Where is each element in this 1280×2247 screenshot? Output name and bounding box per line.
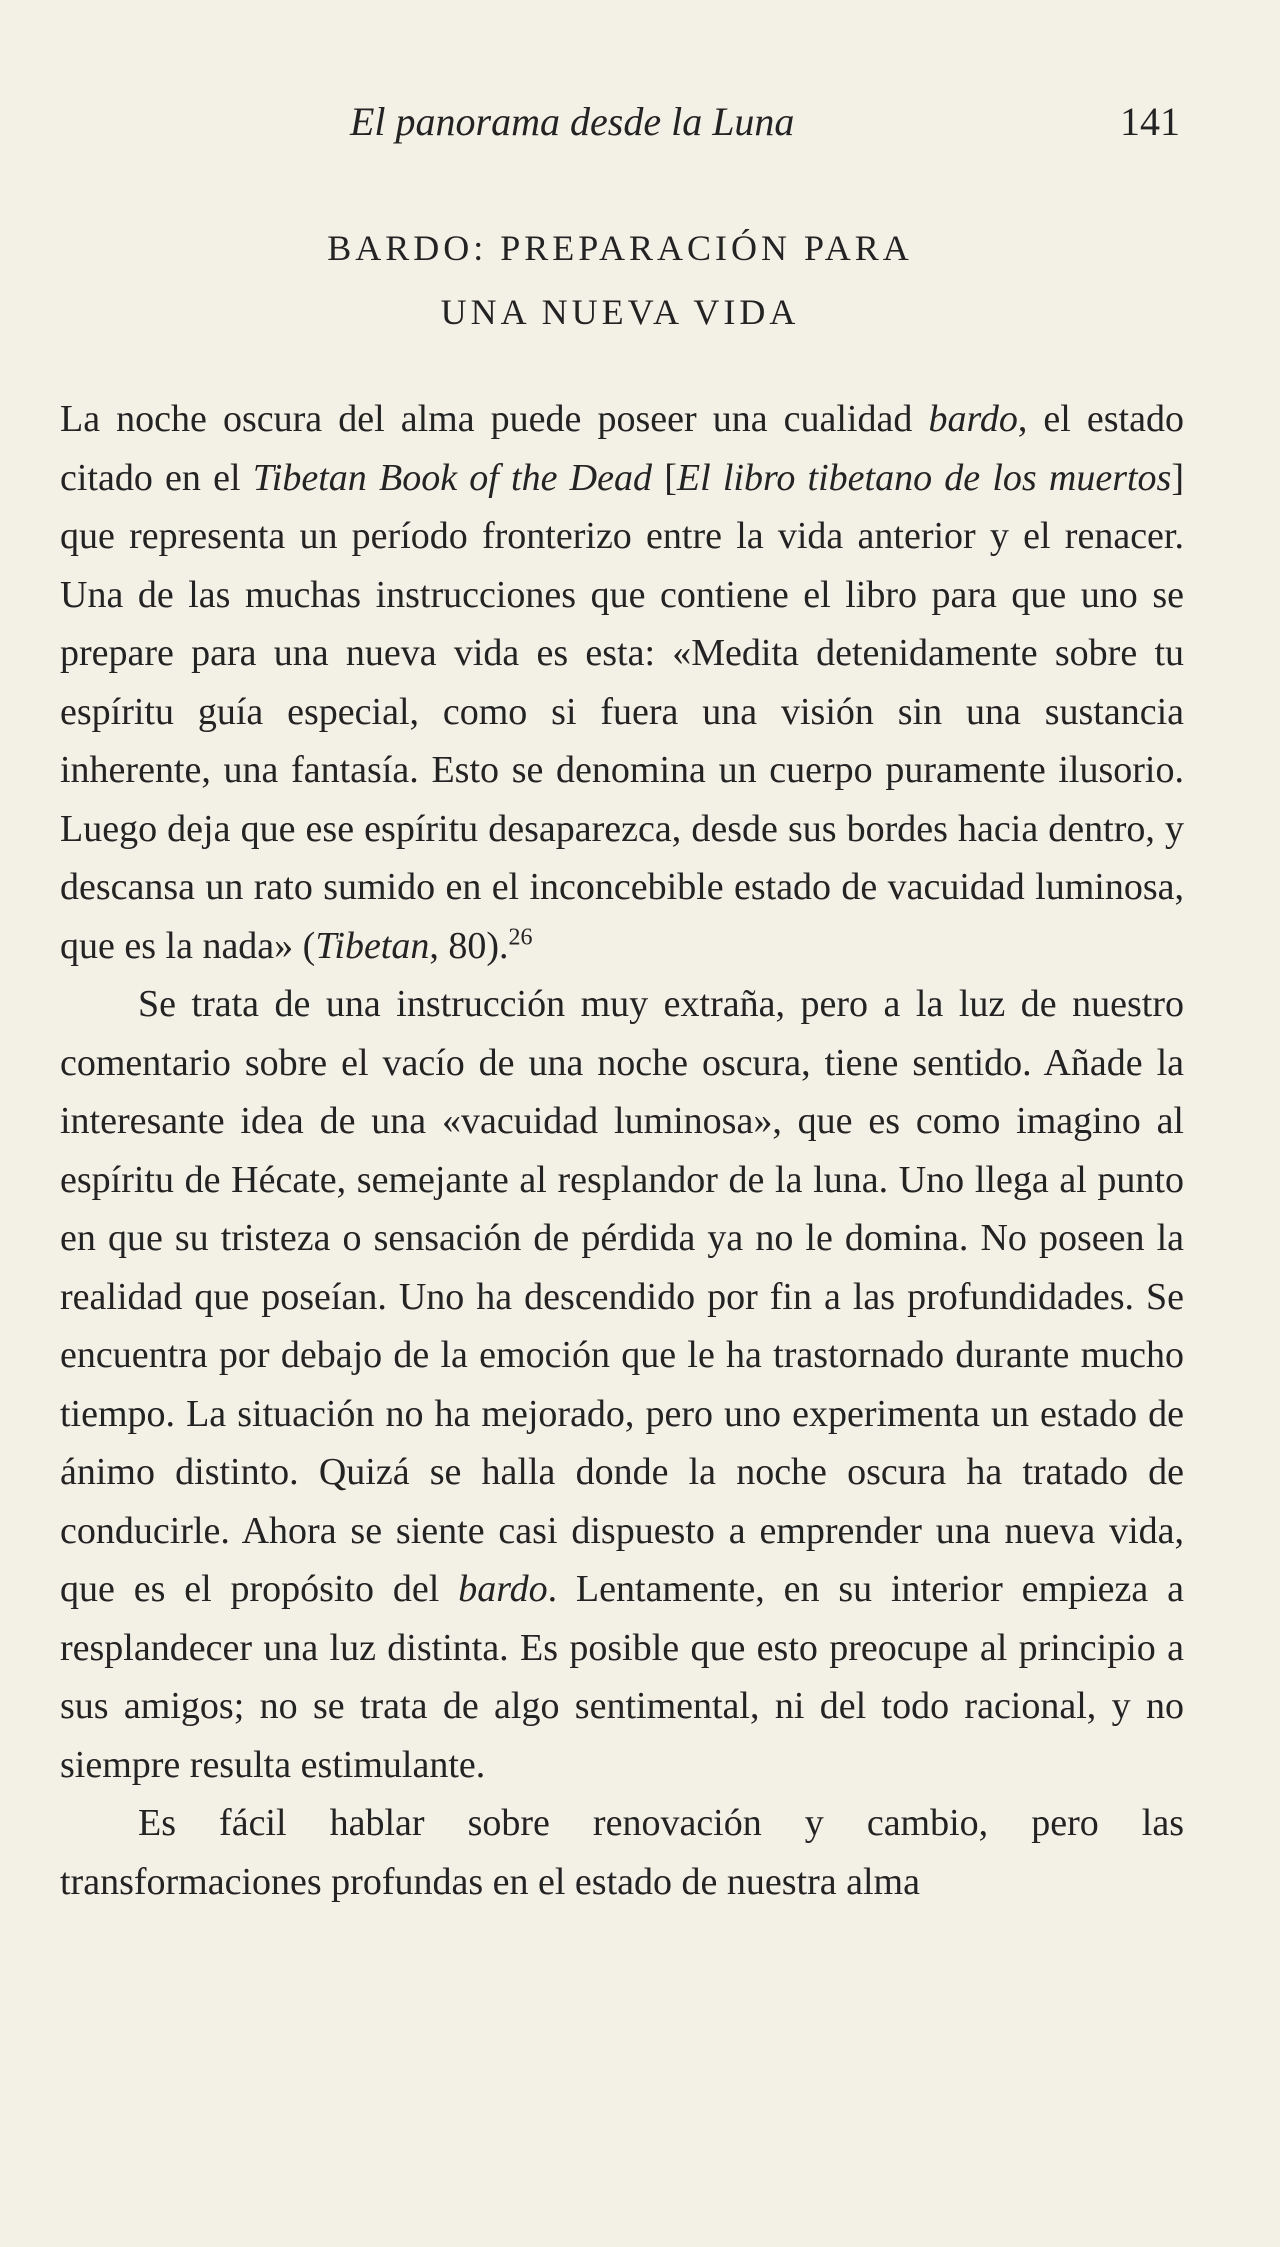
paragraph-1-italic-3: El libro tibetano de los muertos: [676, 456, 1172, 499]
paragraph-2-italic-1: bardo: [458, 1568, 548, 1610]
paragraph-1-text-3: [: [651, 456, 677, 499]
paragraph-2: [60, 975, 1184, 1794]
footnote-reference: 26: [508, 923, 533, 950]
paragraph-1-italic-2: Tibetan Book of the Dead: [252, 456, 652, 499]
paragraph-2-text-2: . Lentamente, en su interior empieza a resplandecer una luz distinta. Es posible que esto preocupe al principio a sus amigos; no se trata de algo sentimental, ni del todo racional, y no siempre resulta estimulante.: [60, 1568, 1184, 1786]
section-heading-line-2: UNA NUEVA VIDA: [440, 292, 800, 332]
paragraph-1-text-4: ] que representa un período fronterizo entre la vida anterior y el renacer. Una de las muchas instrucciones que contiene el libro para que uno se prepare para una nueva vida es esta: «Medita detenidamente sobre tu espíritu guía especial, como si fuera una visión sin una sustancia inherente, una fantasía. Esto se denomina un cuerpo puramente ilusorio. Luego deja que ese espíritu desaparezca, desde sus bordes hacia dentro, y descansa un rato sumido en el inconcebible estado de vacuidad luminosa, que es la nada» (: [60, 456, 1185, 967]
paragraph-1-text-1: La noche oscura del alma puede poseer una cualidad: [60, 398, 929, 440]
running-title: El panorama desde la Luna: [350, 99, 795, 144]
paragraph-3: [60, 1794, 1184, 1911]
paragraph-3-text-1: Es fácil hablar sobre renovación y cambio, pero las transformaciones profundas en el estado de nuestra alma: [60, 1802, 1184, 1903]
paragraph-1-italic-1: bardo: [928, 398, 1018, 440]
section-heading: [60, 216, 1180, 344]
page-number: 141: [1120, 99, 1180, 144]
paragraph-1: [60, 390, 1184, 975]
paragraph-2-text-1: Se trata de una instrucción muy extraña, pero a la luz de nuestro comentario sobre el vacío de una noche oscura, tiene sentido. Añade la interesante idea de una «vacuidad luminosa», que es como imagino al espíritu de Hécate, semejante al resplandor de la luna. Uno llega al punto en que su tristeza o sensación de pérdida ya no le domina. No poseen la realidad que poseían. Uno ha descendido por fin a las profundidades. Se encuentra por debajo de la emoción que le ha trastornado durante mucho tiempo. La situación no ha mejorado, pero uno experimenta un estado de ánimo distinto. Quizá se halla donde la noche oscura ha tratado de conducirle. Ahora se siente casi dispuesto a emprender una nueva vida, que es el propósito del: [60, 983, 1184, 1610]
paragraph-1-text-5: , 80).: [429, 924, 509, 967]
running-head: [60, 98, 1180, 158]
body-text: [60, 390, 1184, 1911]
section-heading-line-1: BARDO: PREPARACIÓN PARA: [327, 228, 913, 268]
paragraph-1-italic-4: Tibetan: [315, 924, 430, 967]
paragraph-1-text-2: , el estado citado en el: [60, 398, 1184, 499]
